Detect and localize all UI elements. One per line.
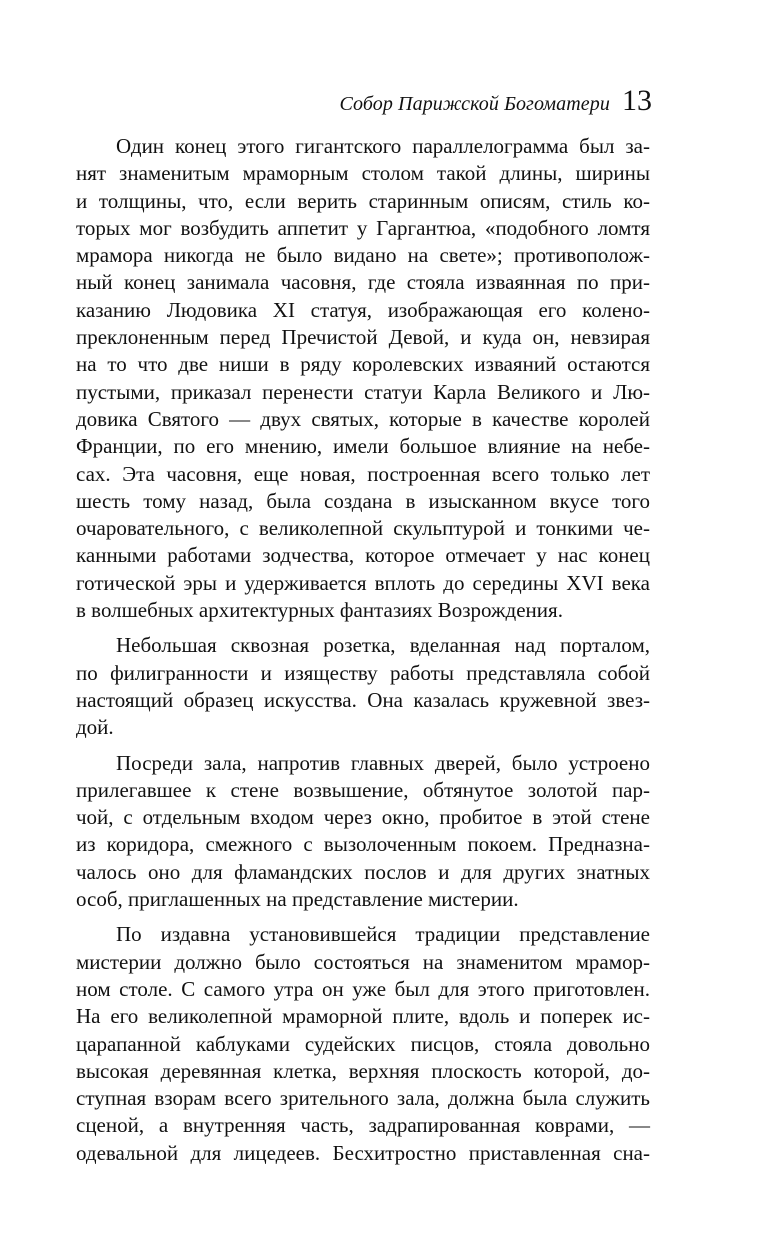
text-line: из коридора, смежного с вызолоченным покоем. Предназна- [76, 832, 650, 857]
page-number: 13 [622, 84, 652, 117]
text-line: царапанной каблуками судейских писцов, стояла довольно [76, 1031, 650, 1056]
text-line: особ, приглашенных на представление мистерии. [76, 887, 519, 912]
body-text [76, 133, 650, 1167]
text-line: на то что две ниши в ряду королевских изваяний остаются [76, 352, 650, 377]
text-line: преклоненным перед Пречистой Девой, и куда он, невзирая [76, 325, 650, 350]
text-line: пустыми, приказал перенести статуи Карла Великого и Лю- [76, 379, 650, 404]
text-line: На его великолепной мраморной плите, вдоль и поперек ис- [76, 1004, 650, 1029]
text-line: чалось оно для фламандских послов и для других знатных [76, 859, 650, 884]
running-header [339, 86, 652, 116]
paragraph-gap [76, 742, 650, 750]
text-line: шесть тому назад, была создана в изысканном вкусе того [76, 488, 650, 513]
text-line: одевальной для лицедеев. Бесхитростно приставленная сна- [76, 1140, 650, 1165]
text-line: довика Святого — двух святых, которые в качестве королей [76, 406, 650, 431]
text-line: дой. [76, 715, 114, 740]
text-line: по филигранности и изяществу работы представляла собой [76, 660, 650, 685]
paragraph-2 [76, 632, 650, 741]
text-line: в волшебных архитектурных фантазиях Возрождения. [76, 598, 563, 623]
text-line: казанию Людовика XI статуя, изображающая его колено- [76, 297, 650, 322]
text-line: ступная взорам всего зрительного зала, должна была служить [76, 1086, 650, 1111]
text-line: нят знаменитым мраморным столом такой длины, ширины [76, 161, 650, 186]
text-line: По издавна установившейся традиции представление [116, 922, 650, 947]
book-title: Собор Парижской Богоматери [339, 93, 610, 115]
paragraph-gap [76, 913, 650, 921]
text-line: сах. Эта часовня, еще новая, построенная всего только лет [76, 461, 650, 486]
text-line: ном столе. С самого утра он уже был для этого приготовлен. [76, 976, 650, 1001]
text-line: настоящий образец искусства. Она казалась кружевной звез- [76, 687, 650, 712]
text-line: высокая деревянная клетка, верхняя плоскость которой, до- [76, 1058, 650, 1083]
text-line: готической эры и удерживается вплоть до середины XVI века [76, 570, 650, 595]
paragraph-gap [76, 624, 650, 632]
text-line: торых мог возбудить аппетит у Гаргантюа, «подобного ломтя [76, 215, 650, 240]
text-line: Один конец этого гигантского параллелограмма был за- [116, 134, 650, 158]
text-line: и толщины, что, если верить старинным описям, стиль ко- [76, 188, 650, 213]
text-line: Посреди зала, напротив главных дверей, было устроено [116, 750, 650, 775]
paragraph-4 [76, 921, 650, 1167]
text-line: мрамора никогда не было видано на свете»; противополож- [76, 243, 650, 268]
text-line: очаровательного, с великолепной скульптурой и тонкими че- [76, 516, 650, 541]
paragraph-1 [76, 133, 650, 624]
text-line: мистерии должно было состояться на знаменитом мрамор- [76, 949, 650, 974]
text-line: канными работами зодчества, которое отмечает у нас конец [76, 543, 650, 568]
text-line: Франции, по его мнению, имели большое влияние на небе- [76, 434, 650, 459]
text-line: чой, с отдельным входом через окно, пробитое в этой стене [76, 805, 650, 830]
paragraph-3 [76, 750, 650, 914]
text-line: Небольшая сквозная розетка, вделанная над порталом, [116, 633, 650, 658]
text-line: прилегавшее к стене возвышение, обтянутое золотой пар- [76, 777, 650, 802]
text-line: ный конец занимала часовня, где стояла изваянная по при- [76, 270, 650, 295]
text-line: сценой, а внутренняя часть, задрапированная коврами, — [76, 1113, 650, 1138]
